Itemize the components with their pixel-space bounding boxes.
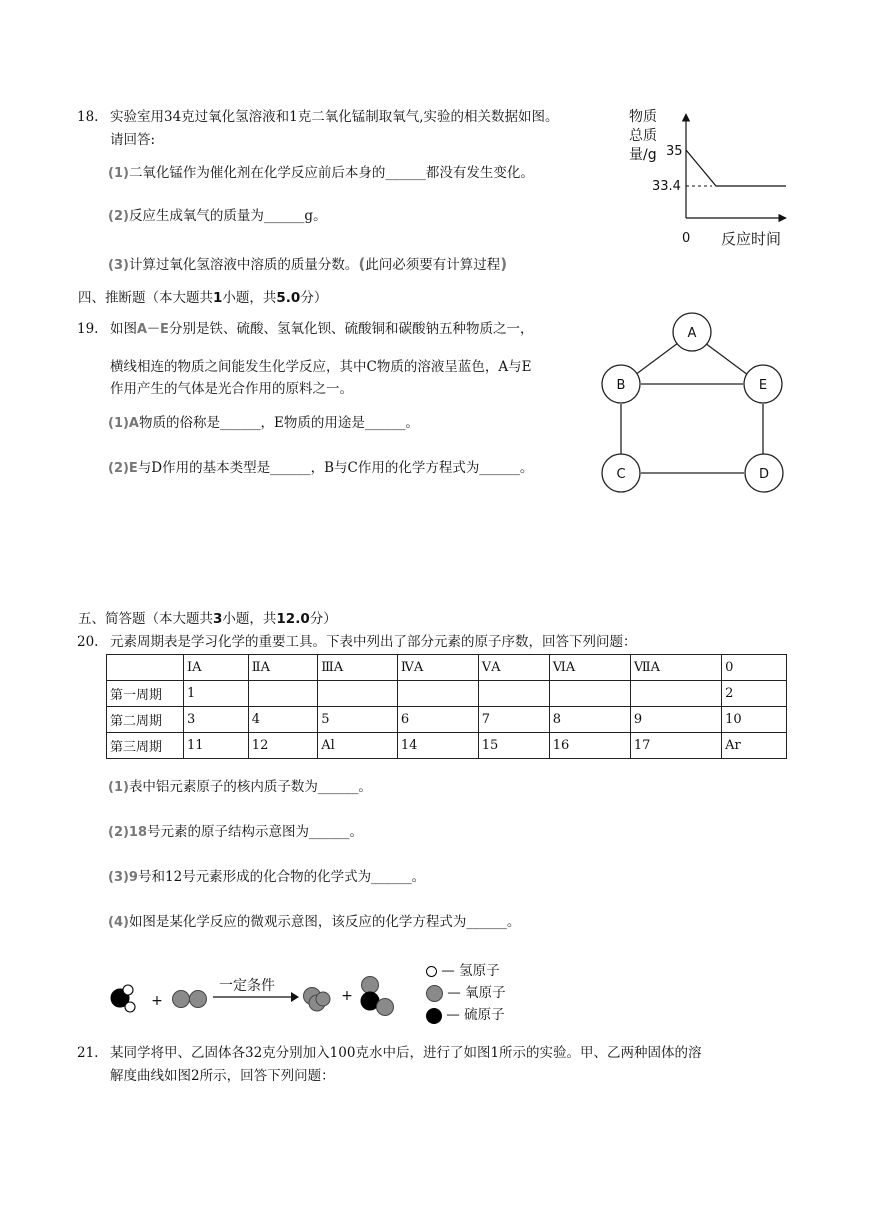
oxygen-atom <box>316 992 330 1006</box>
q19-stem-line3: 作用产生的气体是光合作用的原料之一。 <box>110 381 353 397</box>
atom-legend <box>426 960 506 1026</box>
section4-count: 1 <box>213 290 223 306</box>
table-cell: 14 <box>397 733 478 759</box>
legend-sulfur-label: 硫原子 <box>464 1007 505 1023</box>
table-cell: 第三周期 <box>107 733 184 759</box>
q18-number: 18. <box>77 109 99 125</box>
legend-hydrogen <box>426 960 506 982</box>
oxygen-atom <box>173 991 190 1008</box>
q19-intro-a: 如图 <box>110 321 137 337</box>
table-cell <box>478 681 549 707</box>
table-header-cell <box>107 655 184 681</box>
node-a-label: A <box>687 326 697 341</box>
section4-title-a: 四、推断题（本大题共 <box>78 290 213 306</box>
section4-title-b: 小题，共 <box>222 290 277 306</box>
q21-stem-line1: 某同学将甲、乙固体各32克分别加入100克水中后，进行了如图1所示的实验。甲、乙两种固体的溶 <box>110 1045 702 1061</box>
q19-part2 <box>108 459 533 478</box>
q20-part2 <box>108 823 363 842</box>
table-cell: 7 <box>478 707 549 733</box>
q19-part1 <box>108 414 419 433</box>
table-cell <box>397 681 478 707</box>
edge-a-e <box>705 343 748 375</box>
chart-series-line <box>686 150 786 186</box>
q18-stem-line1: 实验室用34克过氧化氢溶液和1克二氧化锰制取氧气,实验的相关数据如图。 <box>110 109 559 125</box>
q18-part3-label: (3) <box>108 258 129 273</box>
table-cell: 1 <box>184 681 249 707</box>
oxygen-atom <box>190 991 207 1008</box>
table-header-cell: ⅣA <box>397 655 478 681</box>
table-row <box>107 707 787 733</box>
legend-sulfur <box>426 1004 506 1026</box>
periodic-table-header-row <box>107 655 787 681</box>
chart-xlabel: 反应时间 <box>721 230 782 248</box>
q21-stem-line2: 解度曲线如图2所示，回答下列问题： <box>110 1068 335 1084</box>
chart-ylabel-line2: 总质 <box>629 128 657 144</box>
q20-part1-label: (1) <box>108 780 129 795</box>
hydrogen-atom <box>123 985 133 995</box>
section5-score: 12.0 <box>276 611 310 627</box>
legend-dash: — <box>446 1007 460 1023</box>
table-header-cell: ⅦA <box>630 655 721 681</box>
q18-part2-text: 反应生成氧气的质量为______g。 <box>128 208 327 224</box>
table-header-cell: 0 <box>722 655 787 681</box>
q19-part1-text: 物质的俗称是______，E物质的用途是______。 <box>139 415 419 431</box>
q20-part4-text: 如图是某化学反应的微观示意图，该反应的化学方程式为______。 <box>128 914 521 930</box>
q19-number: 19. <box>77 321 99 337</box>
hydrogen-atom <box>125 1002 135 1012</box>
table-cell <box>318 681 398 707</box>
section5-title-a: 五、简答题（本大题共 <box>78 611 213 627</box>
node-c-label: C <box>616 467 626 482</box>
hydrogen-swatch-icon <box>426 966 437 977</box>
table-row <box>107 733 787 759</box>
chart-origin-label: 0 <box>682 231 691 246</box>
q18-note-open: ( <box>358 255 366 273</box>
q18-part1-text: 二氧化锰作为催化剂在化学反应前后本身的______都没有发生变化。 <box>128 165 534 181</box>
sulfur-swatch-icon <box>426 1008 442 1024</box>
q20-part4 <box>108 913 520 932</box>
table-cell: Al <box>318 733 398 759</box>
mass-time-chart <box>620 100 800 260</box>
section4-title-c: 分） <box>300 290 328 306</box>
reaction-condition: 一定条件 <box>219 978 275 994</box>
table-cell <box>630 681 721 707</box>
table-cell: 10 <box>722 707 787 733</box>
q18-part1-label: (1) <box>108 166 129 181</box>
table-cell: 12 <box>248 733 317 759</box>
table-cell: 4 <box>248 707 317 733</box>
table-row <box>107 681 787 707</box>
table-cell <box>549 681 630 707</box>
table-cell: 17 <box>630 733 721 759</box>
q19-intro-b: 分别是铁、硫酸、氢氧化钡、硫酸铜和碳酸钠五种物质之一， <box>168 321 534 337</box>
table-cell: 16 <box>549 733 630 759</box>
table-cell: Ar <box>722 733 787 759</box>
q19-part2-text: 与D作用的基本类型是______，B与C作用的化学方程式为______。 <box>137 460 534 476</box>
table-cell: 6 <box>397 707 478 733</box>
q19-range-label: A－E <box>137 322 169 337</box>
q20-part2-label: (2)18 <box>108 825 148 840</box>
node-e-label: E <box>758 378 768 393</box>
table-cell: 第二周期 <box>107 707 184 733</box>
q20-part3-text: 号和12号元素形成的化合物的化学式为______。 <box>137 869 426 885</box>
q18-part3 <box>108 255 507 275</box>
q20-part1 <box>108 778 372 797</box>
q18-note-close: ) <box>500 255 508 273</box>
edge-a-b <box>635 343 678 375</box>
node-b-label: B <box>616 378 626 393</box>
section4-score: 5.0 <box>276 290 301 306</box>
oxygen-atom <box>362 977 379 994</box>
reaction-arrow-head <box>291 992 299 1002</box>
chart-ytick-35: 35 <box>666 144 683 159</box>
q20-number: 20. <box>77 634 99 650</box>
table-cell: 2 <box>722 681 787 707</box>
table-cell: 8 <box>549 707 630 733</box>
node-d-label: D <box>758 467 770 482</box>
plus-sign: + <box>341 988 353 1004</box>
periodic-table <box>106 654 787 759</box>
table-cell: 9 <box>630 707 721 733</box>
chart-ylabel-line1: 物质 <box>629 109 657 125</box>
q20-part2-text: 号元素的原子结构示意图为______。 <box>147 824 364 840</box>
legend-dash: — <box>441 963 455 979</box>
q18-stem-line2: 请回答: <box>110 132 156 148</box>
section4-heading <box>78 289 327 307</box>
q20-part4-label: (4) <box>108 915 129 930</box>
q20-part3-label: (3)9 <box>108 870 138 885</box>
table-header-cell: ⅢA <box>318 655 398 681</box>
section5-title-b: 小题，共 <box>222 611 277 627</box>
table-cell: 15 <box>478 733 549 759</box>
plus-sign: + <box>151 993 163 1009</box>
q19-stem-line1 <box>110 320 533 339</box>
q21-number: 21. <box>77 1045 99 1061</box>
table-cell: 第一周期 <box>107 681 184 707</box>
section5-title-c: 分） <box>309 611 337 627</box>
q19-part1-label: (1)A <box>108 416 139 431</box>
chart-ytick-33-4: 33.4 <box>652 179 681 194</box>
table-header-cell: ⅡA <box>248 655 317 681</box>
oxygen-atom <box>377 999 394 1016</box>
table-header-cell: ⅥA <box>549 655 630 681</box>
oxygen-swatch-icon <box>426 985 443 1002</box>
q18-part3-text: 计算过氧化氢溶液中溶质的质量分数。 <box>128 257 359 273</box>
table-header-cell: ⅤA <box>478 655 549 681</box>
chart-ylabel-line3: 量/g <box>629 147 657 163</box>
table-cell: 3 <box>184 707 249 733</box>
table-cell: 11 <box>184 733 249 759</box>
substance-relation-diagram <box>590 300 800 500</box>
q18-part2-label: (2) <box>108 209 129 224</box>
section5-count: 3 <box>213 611 223 627</box>
q20-stem: 元素周期表是学习化学的重要工具。下表中列出了部分元素的原子序数，回答下列问题： <box>110 634 637 650</box>
table-header-cell: ⅠA <box>184 655 249 681</box>
table-cell <box>248 681 317 707</box>
legend-dash: — <box>447 985 461 1001</box>
legend-hydrogen-label: 氢原子 <box>459 963 500 979</box>
q19-stem-line2: 横线相连的物质之间能发生化学反应，其中C物质的溶液呈蓝色，A与E <box>110 359 532 375</box>
q19-part2-label: (2)E <box>108 461 138 476</box>
q20-part1-text: 表中铝元素原子的核内质子数为______。 <box>128 779 372 795</box>
q18-part3-note: 此问必须要有计算过程 <box>365 257 501 273</box>
section5-heading <box>78 610 337 628</box>
legend-oxygen <box>426 982 506 1004</box>
legend-oxygen-label: 氧原子 <box>465 985 506 1001</box>
table-cell: 5 <box>318 707 398 733</box>
q20-part3 <box>108 868 425 887</box>
q18-part2 <box>108 207 327 226</box>
q18-part1 <box>108 164 534 183</box>
